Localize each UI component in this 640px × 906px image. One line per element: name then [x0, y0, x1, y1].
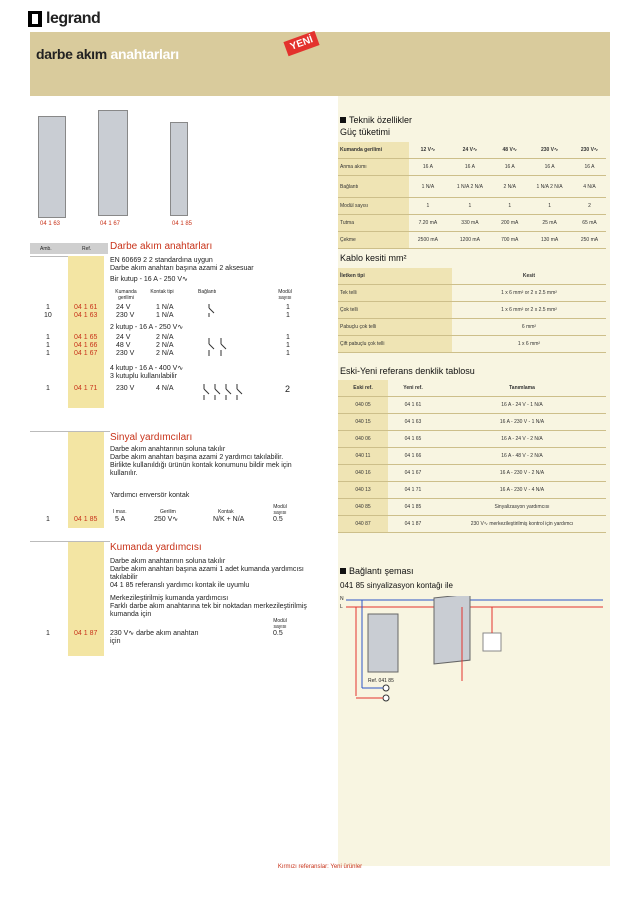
device-impulse-relay [434, 596, 470, 664]
contact-symbol-2 [205, 336, 235, 358]
legrand-mark-icon [28, 11, 42, 27]
ref-table [338, 380, 606, 533]
page-title: darbe akım anahtarları [36, 46, 179, 62]
table-row: 1 04 1 61 24 V 1 N/A 1 [46, 304, 290, 311]
product-image-3 [170, 122, 188, 216]
table-row: Modül sayısı 1 1 1 1 2 [338, 198, 606, 215]
tech-table [338, 142, 606, 249]
table-row: 040 87 04 1 87 230 V∿ merkezileştirilmiş kontrol için yardımcı [338, 516, 606, 533]
col-header: Gerilim [160, 509, 176, 515]
table-row: 040 85 04 1 85 Sinyalizasyon yardımcısı [338, 499, 606, 516]
lamp-icon [383, 685, 389, 691]
section-title: Kumanda yardımcısı [110, 542, 202, 553]
table-header-row: İletken tipi Kesit [338, 268, 606, 285]
section-text: EN 60669 2 2 standardına uygun Darbe akım anahtarı başına azami 2 aksesuar [110, 257, 254, 272]
diagram-label-n: N [340, 596, 344, 602]
rows-group-3 [30, 385, 300, 393]
table-row: 040 13 04 1 71 16 A - 230 V - 4 N/A [338, 482, 606, 499]
section-text: Darbe akım anahtarının soluna takılır Darbe akım anahtarı başına azami 2 yardımcı takılabilir. Birlikte kullanıldığı ürünün kontak konumunu bildir mek için kullanılır. [110, 446, 292, 477]
product-label: 04 1 67 [100, 221, 121, 227]
divider [30, 541, 110, 542]
tech-title: Teknik özellikler [340, 115, 412, 125]
table-row: Anma akımı 16 A 16 A 16 A 16 A 16 A [338, 159, 606, 176]
header-banner [30, 32, 610, 96]
contact-symbol-4 [200, 382, 250, 402]
table-header-row: Kumanda gerilimi 12 V∿ 24 V∿ 48 V∿ 230 V∿ 230 V∿ [338, 142, 606, 159]
wiring-diagram [338, 596, 610, 706]
section-text: Darbe akım anahtarının soluna takılır Darbe akım anahtarı başına azami 1 adet kumanda yardımcısı takılabilir 04 1 85 referanslı yardımcı kontak ile uyumlu [110, 558, 304, 589]
col-header: Kumanda gerilimi [115, 289, 137, 301]
product-label: 04 1 85 [172, 221, 193, 227]
table-row: 1 04 1 67 230 V 2 N/A 1 [46, 350, 290, 357]
lamp-icon [383, 695, 389, 701]
table-row: Bağlantı 1 N/A 1 N/A 2 N/A 2 N/A 1 N/A 2 N/A 4 N/A [338, 176, 606, 198]
product-label: 04 1 63 [40, 221, 61, 227]
table-row: 040 11 04 1 66 16 A - 48 V - 2 N/A [338, 448, 606, 465]
table-row: 1 04 1 71 230 V 4 N/A 2 [46, 384, 291, 394]
col-header: Kontak [218, 509, 234, 515]
section-title: Darbe akım anahtarları [110, 241, 213, 252]
col-header-amb: Amb. [40, 246, 52, 252]
table-row: Pabuçlu çok telli 6 mm² [338, 319, 606, 336]
subheading: Bir kutup - 16 A - 250 V∿ [110, 276, 188, 283]
new-badge: YENİ [283, 31, 319, 56]
col-header-ref: Ref. [82, 246, 92, 252]
bullet-icon [340, 568, 346, 574]
brand-name: legrand [46, 10, 101, 27]
table-row: 040 16 04 1 67 16 A - 230 V - 2 N/A [338, 465, 606, 482]
col-header: I max. [113, 509, 127, 515]
table-row: Tek telli 1 x 6 mm² or 2 x 2.5 mm² [338, 285, 606, 302]
table-row: 040 15 04 1 63 16 A - 230 V - 1 N/A [338, 414, 606, 431]
push-button [483, 633, 501, 651]
subheading: 4 kutup - 16 A - 400 V∿ 3 kutuplu kullanılabilir [110, 365, 184, 380]
col-header: Modül sayısı [273, 504, 287, 516]
col-header: Kontak tipi [150, 289, 174, 295]
table-row: 1 04 1 66 48 V 2 N/A 1 [46, 342, 290, 349]
table-header-row: Eski ref. Yeni ref. Tanımlama [338, 380, 606, 397]
subheading: 2 kutup - 16 A - 250 V∿ [110, 324, 184, 331]
table-row: 1 04 1 65 24 V 2 N/A 1 [46, 334, 290, 341]
table-row: 040 06 04 1 65 16 A - 24 V - 2 N/A [338, 431, 606, 448]
rows-group-1 [30, 304, 300, 320]
table-row: Çekme 2500 mA 1200 mA 700 mA 130 mA 250 mA [338, 232, 606, 249]
ref-column [68, 431, 104, 528]
rows-group-2 [30, 334, 300, 358]
col-header: Modül sayısı [278, 289, 292, 301]
table-row: 1 04 1 85 5 A 250 V∿ N/K + N/A 0.5 [46, 516, 283, 523]
bullet-icon [340, 117, 346, 123]
product-image-1 [38, 116, 66, 218]
contact-symbol-1 [205, 302, 229, 318]
diagram-subtitle: 041 85 sinyalizasyon kontağı ile [340, 581, 453, 590]
ref-title: Eski-Yeni referans denklik tablosu [340, 366, 475, 376]
diagram-label-l: L [340, 604, 343, 610]
diagram-ref-label: Ref. 041 85 [368, 678, 394, 684]
col-header: Bağlantı [198, 289, 217, 295]
table-row: 040 05 04 1 61 16 A - 24 V - 1 N/A [338, 397, 606, 414]
footer-note: Kırmızı referanslar: Yeni ürünler [277, 864, 363, 870]
divider [30, 431, 110, 432]
power-title: Güç tüketimi [340, 127, 391, 137]
table-row: Çok telli 1 x 6 mm² or 2 x 2.5 mm² [338, 302, 606, 319]
subheading: Yardımcı enversör kontak [110, 492, 190, 499]
legrand-logo [28, 10, 100, 28]
cable-table [338, 268, 606, 353]
device-041-85 [368, 614, 398, 672]
cable-title: Kablo kesiti mm² [340, 253, 407, 263]
diagram-title: Bağlantı şeması [340, 566, 414, 576]
table-row: Tutma 7.20 mA 330 mA 200 mA 25 mA 65 mA [338, 215, 606, 232]
col-header: Modül sayısı [273, 618, 287, 630]
section-title: Sinyal yardımcıları [110, 432, 193, 443]
product-image-2 [98, 110, 128, 216]
table-row: 10 04 1 63 230 V 1 N/A 1 [44, 312, 290, 319]
section-text: Merkezileştirilmiş kumanda yardımcısı Farklı darbe akım anahtarına tek bir noktadan merkezileştirilmiş kumanda için [110, 595, 307, 618]
table-row: 1 04 1 87 230 V∿ darbe akım anahtarı için 0.5 [46, 630, 283, 645]
table-row: Çift pabuçlu çok telli 1 x 6 mm² [338, 336, 606, 353]
